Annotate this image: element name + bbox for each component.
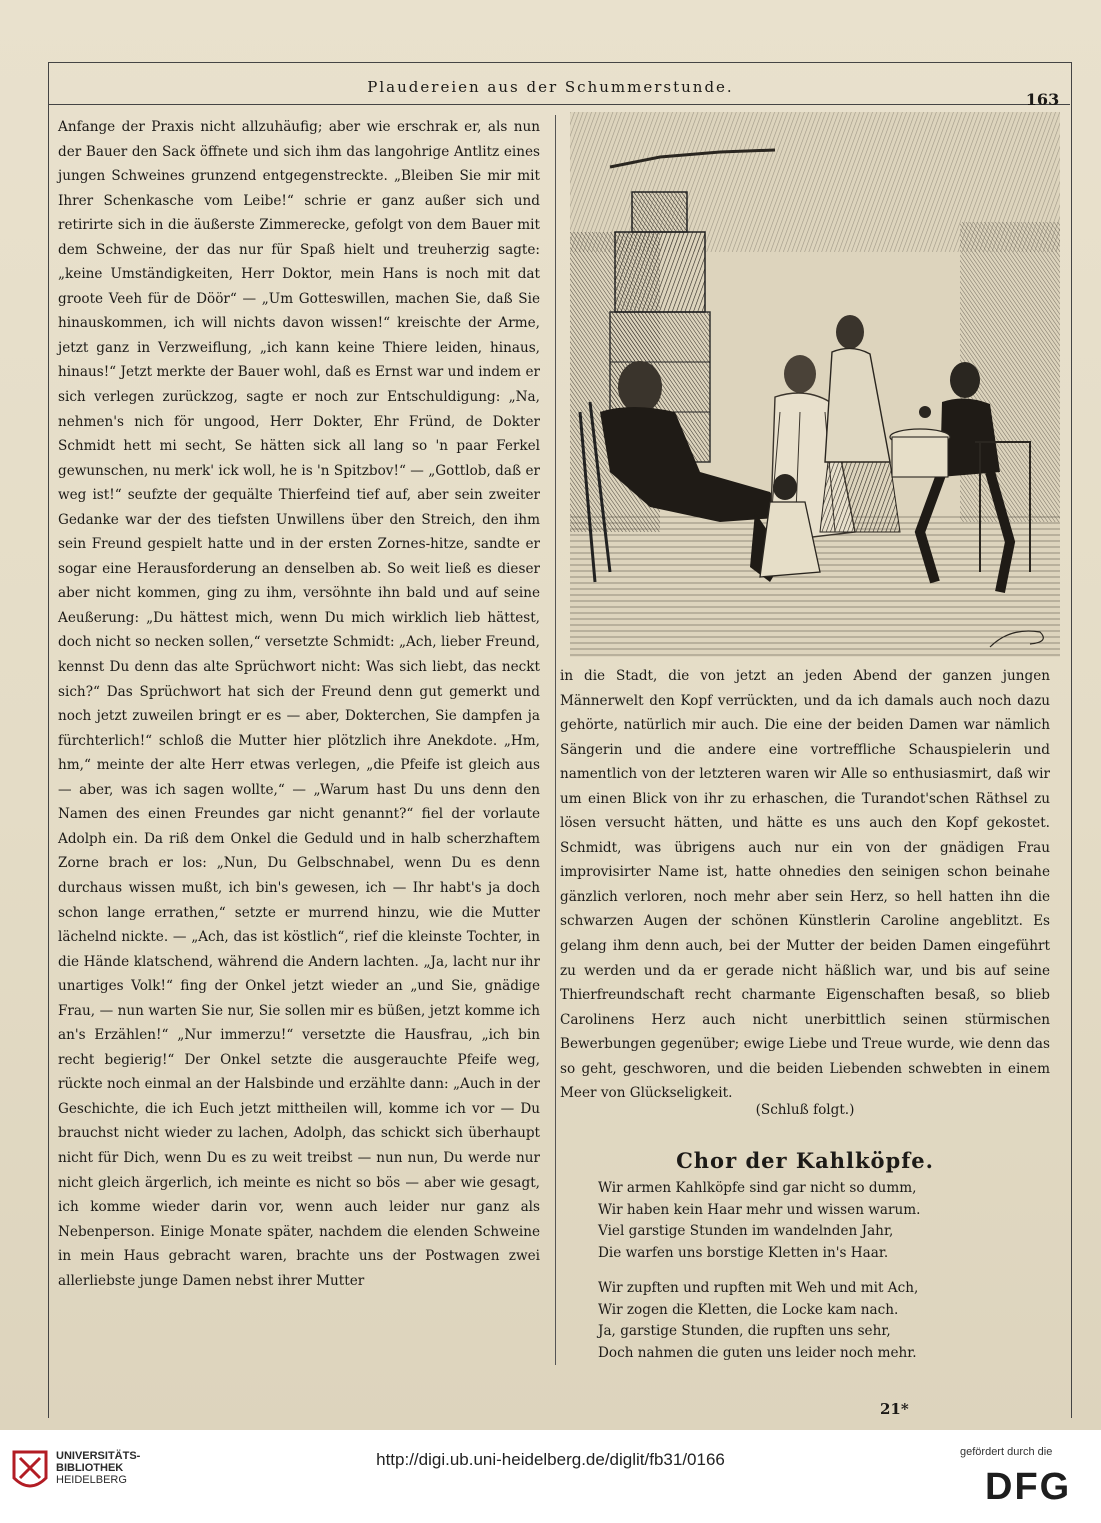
poem-line: Wir armen Kahlköpfe sind gar nicht so dumm, [598,1180,917,1196]
left-column-text: Anfange der Praxis nicht allzuhäufig; aber wie erschrak er, als nun der Bauer den Sack öffnete und sich ihm das langohrige Antlitz eines jungen Schweines grunzend entgegenstreckte. „Bleiben Sie mir mit Ihrer Schenkasche vom Leibe!“ schrie er ganz außer sich und retirirte sich in die äußerste Zimmerecke, gefolgt von dem Bauer mit dem Schweine, der das nur für Spaß hielt und treuherzig sagte: „keine Umständigkeiten, Herr Doktor, mein Hans is noch mit dat groote Veeh für de Döör“ — „Um Gotteswillen, machen Sie, daß Sie hinauskommen, ich will nichts davon wissen!“ kreischte der Arme, jetzt ganz in Verzweiflung, „ich kann keine Thiere leiden, hinaus, hinaus!“ Jetzt merkte der Bauer wohl, daß es Ernst war und indem er sich verlegen zurückzog, sagte er noch zur Entschuldigung: „Na, nehmen's nich för ungood, Herr Dokter, Ehr Fründ, de Dokter Schmidt hett mi secht, Se hätten sick all lang so 'n paar Ferkel gewunschen, nu merk' ick woll, he is 'n Spitzbov!“ — „Gottlob, daß er weg ist!“ seufzte der gequälte Thierfeind tief auf, aber sein zweiter Gedanke war der des tiefsten Unwillens über den Streich, den ihm sein Freund gespielt hatte und in der ersten Zornes-hitze, sandte er sogar eine Herausforderung an denselben ab. So weit ließ es dieser aber nicht kommen, ging zu ihm, versöhnte ihn bald und auf seine Aeußerung: „Du hättest mich, wenn Du mich wirklich lieb hättest, doch nicht so necken sollen,“ versetzte Schmidt: „Ach, lieber Freund, kennst Du denn das alte Sprüchwort nicht: Was sich liebt, das neckt sich?“ Das Sprüchwort hat sich der Freund denn gut gemerkt und noch jetzt zuweilen bringt er es — aber, Dokterchen, Sie dampfen ja fürchterlich!“ schloß die Mutter hier plötzlich ihre Anekdote. „Hm, hm,“ meinte der alte Herr etwas verlegen, „die Pfeife ist gleich aus — aber, was ich sagen wollte,“ — „Warum hast Du uns denn den Namen des einen Freundes gar nicht genannt?“ fiel der vorlaute Adolph ein. Da riß dem Onkel die Geduld und in halb scherzhaftem Zorne brach er los: „Nun, Du Gelbschnabel, wenn Du es denn durchaus wissen mußt, ich bin's gewesen, ich — Ihr habt's ja doch schon lange errathen,“ setzte er murrend hinzu, wie die Mutter lächelnd nickte. — „Ach, das ist köstlich“, rief die kleinste Tochter, in die Hände klatschend, während die Andern lachten. „Ja, lacht nur ihr unartiges Volk!“ fing der Onkel jetzt wieder an „und Sie, gnädige Frau, — nun warten Sie nur, Sie sollen mir es büßen, jetzt komme ich an's Erzählen!“ „Nur immerzu!“ versetzte die Hausfrau, „ich bin recht begierig!“ Der Onkel setzte die ausgerauchte Pfeife weg, rückte noch einmal an der Halsbinde und erzählte dann: „Auch in der Geschichte, die ich Euch jetzt mittheilen will, komme ich vor — Du brauchst nicht wieder zu lachen, Adolph, das schickt sich überhaupt nicht für Dich, wenn Du es zu weit treibst — nun nun, Du werde nur nicht gleich ärgerlich, ich meinte es nicht so bös — aber wie gesagt, ich komme wieder darin vor, wenn auch leider nur ganz als Nebenperson. Einige Monate später, nachdem die elenden Schweine in mein Haus gebracht waren, brachte uns der Postwagen zwei allerliebste junge Damen nebst ihrer Mutter [58,119,540,1289]
engraving-illustration [570,112,1060,657]
right-column-text: in die Stadt, die von jetzt an jeden Abend der ganzen jungen Männerwelt den Kopf verrückten, und da ich damals auch noch dazu gehörte, natürlich mir auch. Die eine der beiden Damen war nämlich Sängerin und die andere eine vortreffliche Schauspielerin und namentlich von der letzteren waren wir Alle so enthusiasmirt, daß wir um einen Blick von ihr zu erhaschen, die Turandot'schen Räthsel zu lösen versucht hätten, und hätte es uns auch den Kopf gekostet. Schmidt, was übrigens auch nur ein von der gnädigen Frau improvisirter Name ist, hatte ohnedies den seinigen schon beinahe gänzlich verloren, noch mehr aber sein Herz, so hell hatten ihn die schwarzen Augen der schönen Künstlerin Caroline angeblitzt. Es gelang ihm denn auch, bei der Mutter der beiden Damen eingeführt zu werden und da er gerade nicht häßlich war, und bis auf seine Thierfreundschaft recht charmante Eigenschaften besaß, so blieb Carolinens Herz auch nicht unerbittlich seinen stürmischen Bewerbungen gegenüber; ewige Liebe und Treue wurde, wie denn das so geht, geschworen, und die beiden Liebenden schwebten in einem Meer von Glückseligkeit. [560,668,1050,1102]
left-column [58,115,540,1293]
poem-title: Chor der Kahlköpfe. [676,1148,934,1173]
poem-line: Ja, garstige Stunden, die rupften uns sehr, [598,1323,891,1340]
running-title: Plaudereien aus der Schummerstunde. [367,78,734,96]
library-name-line1: UNIVERSITÄTS- [56,1450,141,1462]
poem-line: Viel garstige Stunden im wandelnden Jahr, [598,1223,894,1240]
funded-by-label: gefördert durch die [960,1446,1053,1458]
signature-mark: 21* [880,1400,909,1418]
poem [598,1178,1018,1378]
poem-line: Die warfen uns borstige Kletten in's Haar. [598,1245,889,1262]
library-name-line3: HEIDELBERG [56,1474,127,1486]
library-name-line2: BIBLIOTHEK [56,1462,124,1474]
right-column [560,664,1050,1106]
poem-stanza [598,1278,1018,1365]
viewer-footer [0,1430,1101,1523]
parlor-scene-engraving [570,112,1060,657]
header-rule [48,104,1070,105]
dfg-logo: DFG [985,1466,1072,1508]
poem-line: Wir zogen die Kletten, die Locke kam nach. [598,1301,899,1318]
poem-line: Wir haben kein Haar mehr und wissen warum. [598,1201,921,1218]
poem-stanza [598,1178,1018,1265]
poem-line: Doch nahmen die guten uns leider noch mehr. [598,1344,917,1361]
continuation-note: (Schluß folgt.) [755,1102,855,1118]
poem-line: Wir zupften und rupften mit Weh und mit Ach, [598,1279,919,1296]
page-number: 163 [1025,90,1060,109]
permalink-url[interactable]: http://digi.ub.uni-heidelberg.de/diglit/fb31/0166 [376,1450,725,1469]
column-rule [555,115,556,1365]
